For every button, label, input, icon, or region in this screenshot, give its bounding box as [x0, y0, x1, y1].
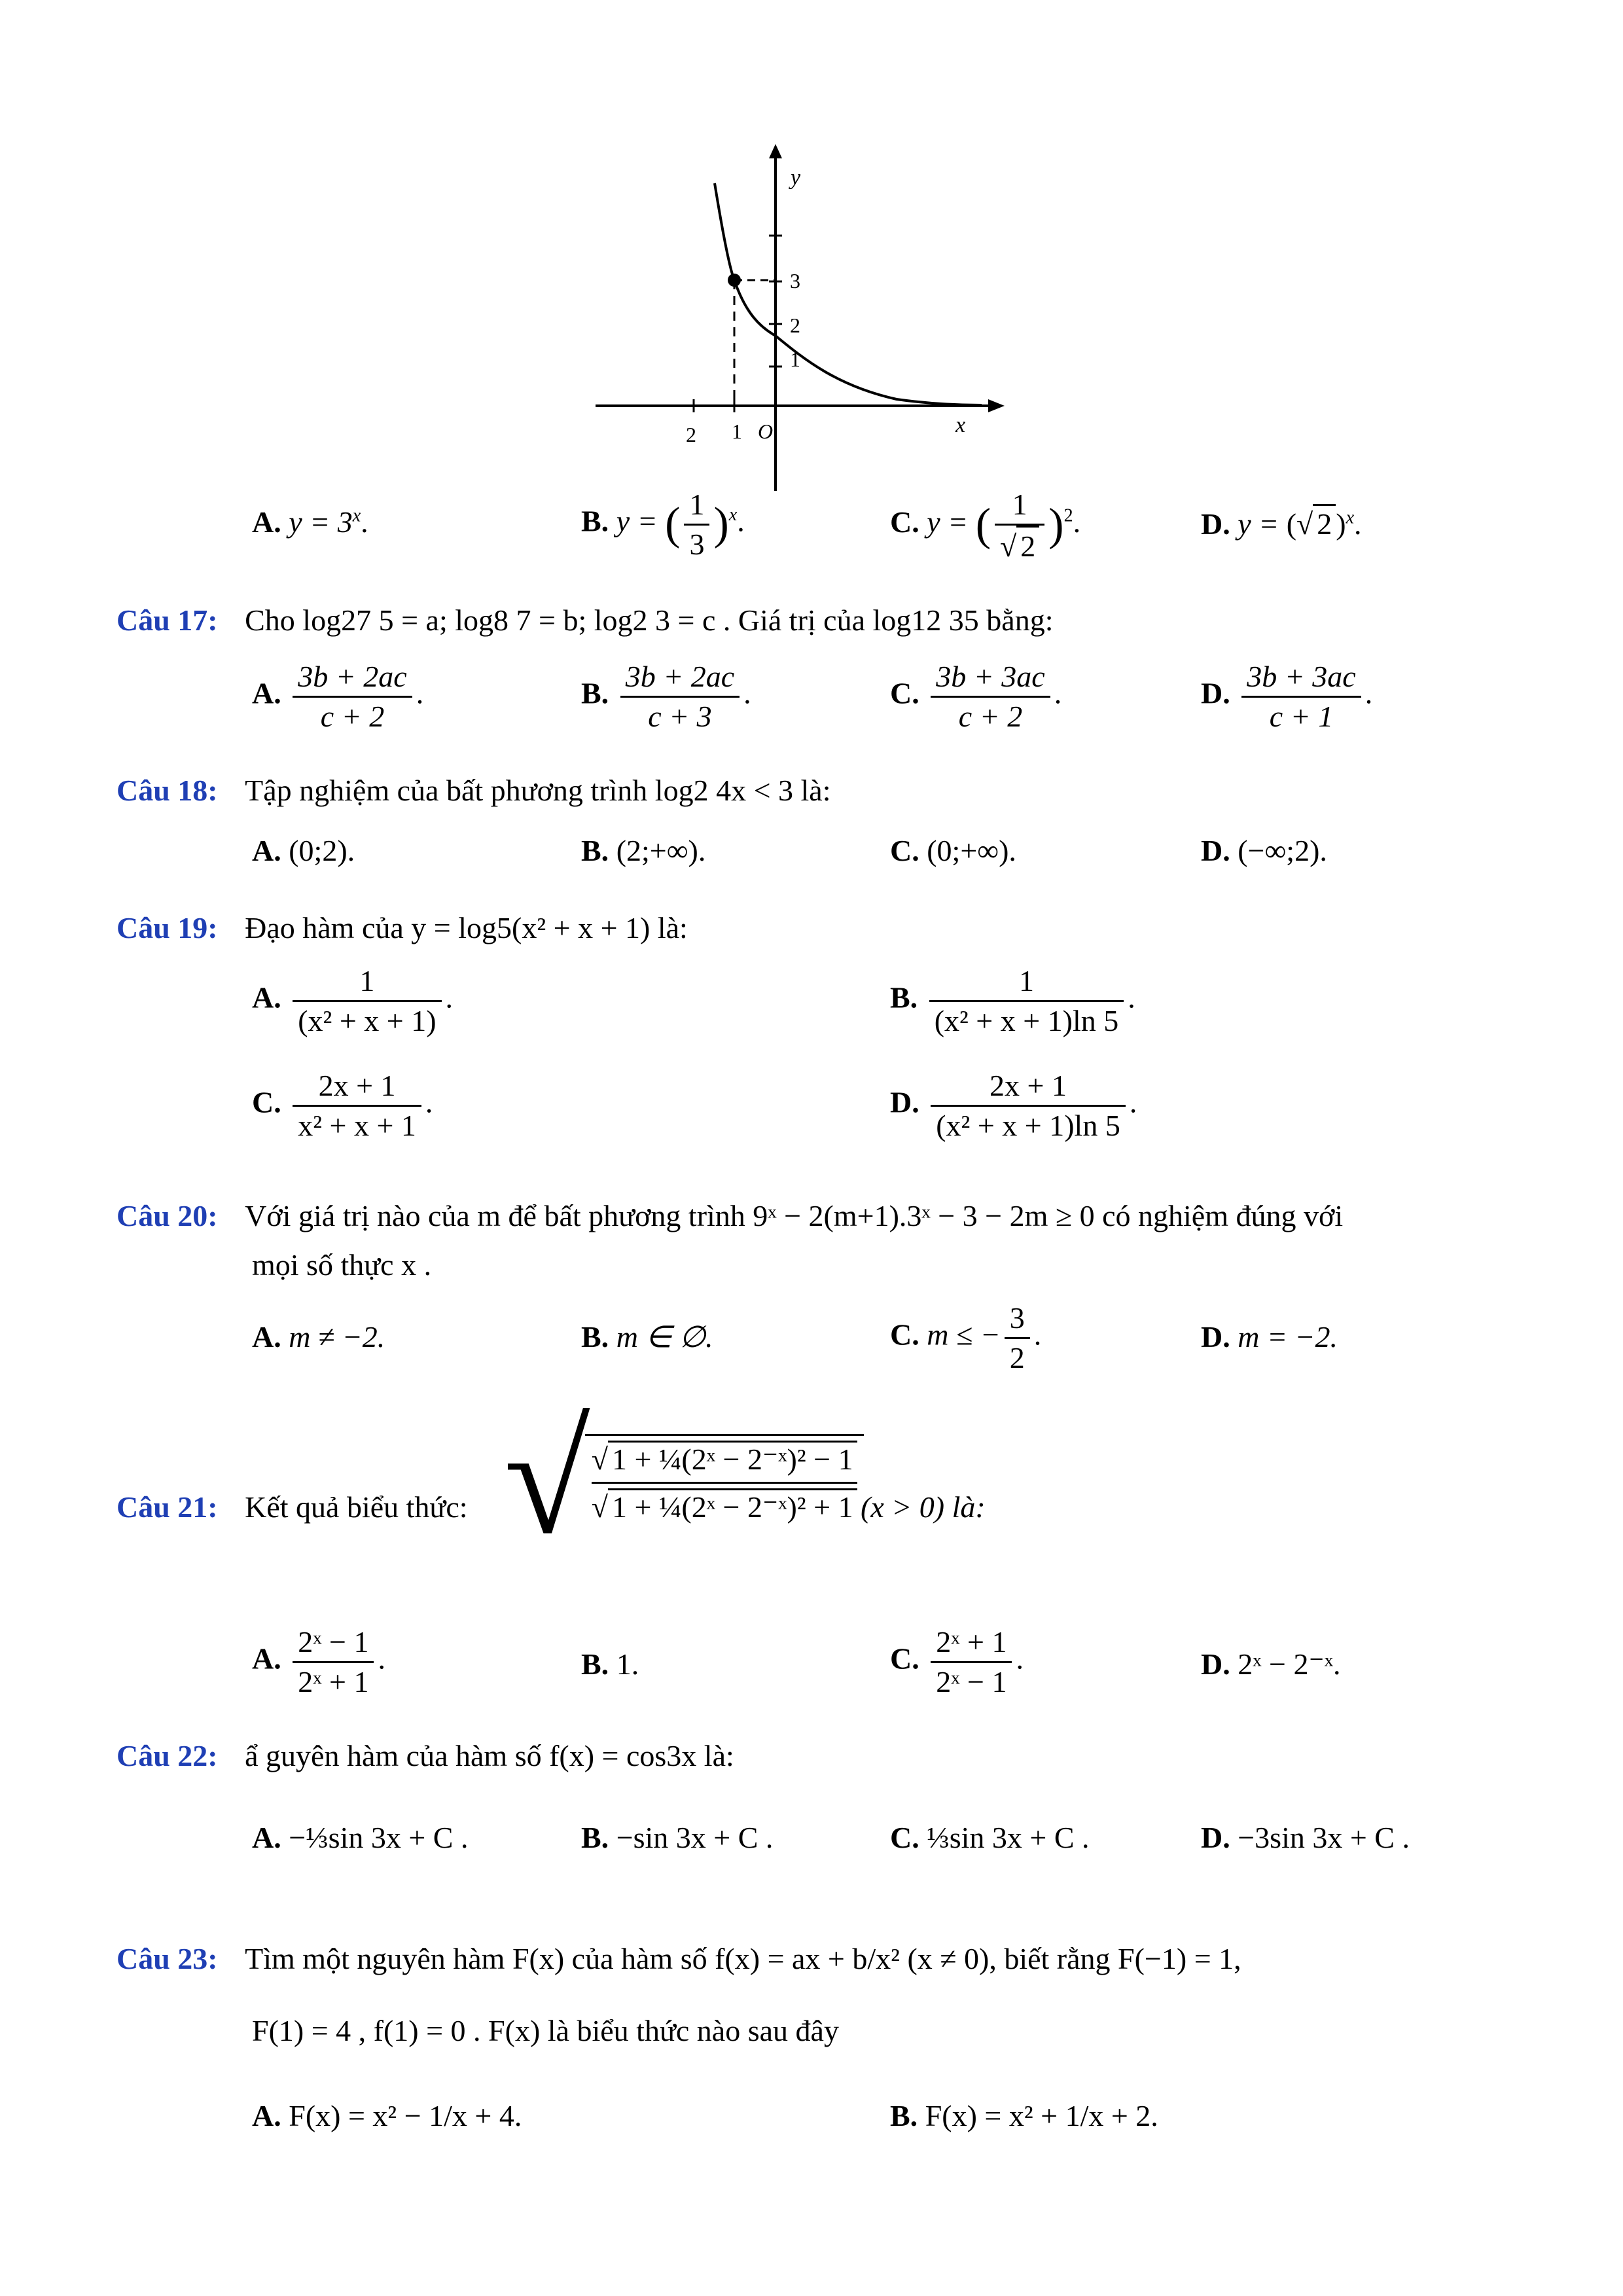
option-letter: B.	[581, 1647, 609, 1681]
question-stem: Cho log27 5 = a; log8 7 = b; log2 3 = c . Giá trị của log12 35 bằng:	[245, 603, 1054, 637]
option-letter: C.	[890, 1318, 919, 1352]
q17-option-c[interactable]: C. $\frac{3b + 3ac}{c + 2}$ .	[890, 658, 1061, 735]
numerator: 1	[929, 962, 1124, 1002]
option-letter: C.	[890, 1641, 919, 1676]
question-21	[116, 1489, 468, 1525]
question-stem: Kết quả biểu thức:	[245, 1490, 468, 1524]
q19-option-d[interactable]: D. $\frac{2x + 1}{\text{(x² + x + 1)ln 5}}$ .	[890, 1067, 1137, 1144]
option-letter: B.	[581, 1821, 609, 1854]
q17-option-a[interactable]: A. $\frac{3b + 2ac}{c + 2}$ .	[252, 658, 423, 735]
q22-option-a[interactable]	[252, 1820, 468, 1856]
option-text: (2;+∞).	[616, 834, 706, 867]
expression-numerator: 1 + ¼(2ˣ − 2⁻ˣ)² − 1	[608, 1441, 857, 1476]
denominator: c + 2	[320, 699, 385, 733]
option-text: F(x) = x² + 1/x + 2.	[925, 2099, 1158, 2132]
option-text: 2ˣ − 2⁻ˣ.	[1238, 1647, 1341, 1681]
denominator: c + 3	[648, 699, 712, 733]
q16-option-c[interactable]: C. y = ( $\frac{1}{√ 2}$ )$^2$.	[890, 486, 1080, 565]
function-graph	[589, 144, 1008, 497]
q21-expression: √ $\frac{\text{√ 1 + ¼(2ˣ − 2⁻ˣ)² − 1}}{\text{√ 1 + ¼(2ˣ − 2⁻ˣ)² + 1}}$	[504, 1401, 864, 1558]
question-20	[116, 1198, 1343, 1234]
q21-condition	[861, 1489, 986, 1525]
q23-option-b[interactable]	[890, 2098, 1158, 2134]
option-text: y = 3	[289, 505, 353, 539]
q17-option-b[interactable]: B. $\frac{3b + 2ac}{c + 3}$ .	[581, 658, 751, 735]
origin-label: O	[758, 420, 774, 443]
y-tick-label-2: 2	[790, 314, 800, 337]
question-23	[116, 1941, 1241, 1977]
question-stem-continued: mọi số thực x .	[252, 1248, 432, 1282]
option-letter: C.	[890, 834, 919, 867]
q18-option-a[interactable]	[252, 833, 355, 869]
option-letter: D.	[890, 1085, 919, 1119]
question-stem: Tìm một nguyên hàm F(x) của hàm số f(x) = ax + b/x² (x ≠ 0), biết rằng F(−1) = 1,	[245, 1942, 1241, 1975]
option-text: y =	[616, 504, 658, 538]
option-text: m ≠ −2.	[289, 1320, 385, 1354]
q19-option-c[interactable]: C. $\frac{2x + 1}{\text{x² + x + 1}}$ .	[252, 1067, 433, 1144]
q23-option-a[interactable]	[252, 2098, 522, 2134]
option-text: m = −2.	[1238, 1320, 1338, 1354]
option-letter: D.	[1201, 676, 1230, 710]
option-letter: A.	[252, 505, 281, 539]
question-label: Câu 18:	[116, 774, 218, 807]
option-letter: B.	[890, 980, 918, 1014]
option-text: (0;+∞).	[927, 834, 1016, 867]
option-letter: A.	[252, 834, 281, 867]
numerator: 1	[293, 962, 441, 1002]
option-text: (0;2).	[289, 834, 355, 867]
option-text: ⅓sin 3x + C .	[927, 1821, 1090, 1854]
option-letter: D.	[1201, 1647, 1230, 1681]
option-text: 1.	[616, 1647, 639, 1681]
option-text: y =	[927, 505, 969, 539]
question-label: Câu 21:	[116, 1490, 218, 1524]
option-text: −⅓sin 3x + C .	[289, 1821, 469, 1854]
q18-option-b[interactable]	[581, 833, 705, 869]
question-22	[116, 1738, 734, 1774]
q16-option-b[interactable]: B. y = ( $\frac{1}{3}$ )$^x$.	[581, 486, 745, 563]
option-letter: A.	[252, 980, 281, 1014]
q20-option-b[interactable]	[581, 1319, 713, 1355]
option-text: y =	[1238, 507, 1279, 541]
y-tick-label-3: 3	[790, 269, 800, 293]
denominator: (x² + x + 1)	[298, 1003, 437, 1037]
question-stem: Với giá trị nào của m để bất phương trình 9ˣ − 2(m+1).3ˣ − 3 − 2m ≥ 0 có nghiệm đúng với	[245, 1199, 1344, 1232]
question-stem: Đạo hàm của y = log5(x² + x + 1) là:	[245, 911, 688, 944]
denominator: (x² + x + 1)ln 5	[936, 1108, 1120, 1142]
q19-option-a[interactable]: A. $\frac{1}{\text{(x² + x + 1)}}$ .	[252, 962, 453, 1039]
option-letter: B.	[581, 1320, 609, 1354]
numerator: 2ˣ + 1	[931, 1623, 1012, 1663]
x-tick-label-1: 1	[732, 420, 742, 443]
y-axis-arrow-icon	[769, 144, 782, 158]
option-text: −3sin 3x + C .	[1238, 1821, 1410, 1854]
question-stem: Tập nghiệm của bất phương trình log2 4x < 3 là:	[245, 774, 831, 807]
x-axis-label: x	[955, 413, 966, 437]
q18-option-c[interactable]	[890, 833, 1016, 869]
numerator: 3	[1005, 1299, 1030, 1339]
denominator: (x² + x + 1)ln 5	[934, 1003, 1119, 1037]
question-18	[116, 772, 831, 808]
numerator: 2x + 1	[293, 1067, 421, 1107]
option-letter: A.	[252, 1821, 281, 1854]
curve	[715, 183, 982, 405]
q20-option-d[interactable]	[1201, 1319, 1338, 1355]
numerator: 3b + 2ac	[293, 658, 412, 698]
question-17	[116, 602, 1053, 638]
denominator: 2	[1009, 1340, 1025, 1374]
q17-option-d[interactable]: D. $\frac{3b + 3ac}{c + 1}$ .	[1201, 658, 1372, 735]
option-letter: A.	[252, 676, 281, 710]
q16-option-d[interactable]: D. y = (√ 2 )$^x$.	[1201, 504, 1362, 542]
option-letter: D.	[1201, 507, 1230, 541]
option-text: −sin 3x + C .	[616, 1821, 774, 1854]
denominator: c + 1	[1269, 699, 1334, 733]
q21-option-a[interactable]: A. $\frac{\text{2ˣ − 1}}{\text{2ˣ + 1}}$ .	[252, 1623, 385, 1700]
q21-option-c[interactable]: C. $\frac{\text{2ˣ + 1}}{\text{2ˣ − 1}}$ .	[890, 1623, 1024, 1700]
option-letter: C.	[252, 1085, 281, 1119]
option-letter: C.	[890, 676, 919, 710]
option-text: (−∞;2).	[1238, 834, 1327, 867]
numerator: 2x + 1	[931, 1067, 1126, 1107]
x-axis-arrow-icon	[988, 399, 1005, 412]
option-letter: B.	[581, 676, 609, 710]
option-letter: B.	[890, 2099, 918, 2132]
question-label: Câu 23:	[116, 1942, 218, 1975]
option-letter: A.	[252, 1641, 281, 1676]
y-axis-label: y	[791, 166, 801, 190]
x-tick-label-2: 2	[686, 423, 696, 446]
option-text: m ≤ −	[927, 1318, 1001, 1352]
question-23-line-2	[252, 2013, 839, 2049]
option-letter: C.	[890, 1821, 919, 1854]
q22-option-b[interactable]	[581, 1820, 773, 1856]
q21-option-d[interactable]	[1201, 1646, 1341, 1682]
q20-option-c[interactable]: C. m ≤ − $\frac{3}{2}$ .	[890, 1299, 1041, 1376]
question-stem-continued: F(1) = 4 , f(1) = 0 . F(x) là biểu thức nào sau đây	[252, 2014, 839, 2047]
question-label: Câu 20:	[116, 1199, 218, 1232]
question-label: Câu 17:	[116, 603, 218, 637]
q18-option-d[interactable]	[1201, 833, 1327, 869]
q21-option-b[interactable]	[581, 1646, 639, 1682]
numerator: 3b + 3ac	[931, 658, 1050, 698]
question-19	[116, 910, 688, 946]
numerator: 3b + 3ac	[1241, 658, 1361, 698]
question-stem: ẩ guyên hàm của hàm số f(x) = cos3x là:	[245, 1739, 734, 1772]
q16-option-a[interactable]: A. $y = 3^x$.	[252, 505, 368, 539]
marked-point	[728, 274, 741, 287]
y-tick-label-1: 1	[790, 348, 800, 371]
expression-denominator: 1 + ¼(2ˣ − 2⁻ˣ)² + 1	[608, 1488, 857, 1524]
question-label: Câu 19:	[116, 911, 218, 944]
option-text: F(x) = x² − 1/x + 4.	[289, 2099, 522, 2132]
q20-option-a[interactable]	[252, 1319, 385, 1355]
option-letter: D.	[1201, 834, 1230, 867]
q19-option-b[interactable]: B. $\frac{1}{\text{(x² + x + 1)ln 5}}$ .	[890, 962, 1135, 1039]
question-20-line-2	[252, 1247, 431, 1283]
denominator: 2ˣ + 1	[298, 1664, 369, 1698]
denominator: 2ˣ − 1	[936, 1664, 1007, 1698]
condition-text: (x > 0) là:	[861, 1490, 986, 1524]
option-text: m ∈ ∅.	[616, 1320, 713, 1354]
numerator: 3b + 2ac	[620, 658, 740, 698]
numerator: 2ˣ − 1	[293, 1623, 374, 1663]
denominator: x² + x + 1	[298, 1108, 416, 1142]
question-label: Câu 22:	[116, 1739, 218, 1772]
option-letter: C.	[890, 505, 919, 539]
option-letter: D.	[1201, 1821, 1230, 1854]
option-letter: D.	[1201, 1320, 1230, 1354]
q22-option-d[interactable]	[1201, 1820, 1410, 1856]
option-letter: A.	[252, 2099, 281, 2132]
option-letter: B.	[581, 504, 609, 538]
q22-option-c[interactable]	[890, 1820, 1090, 1856]
option-letter: B.	[581, 834, 609, 867]
option-letter: A.	[252, 1320, 281, 1354]
denominator: c + 2	[958, 699, 1023, 733]
